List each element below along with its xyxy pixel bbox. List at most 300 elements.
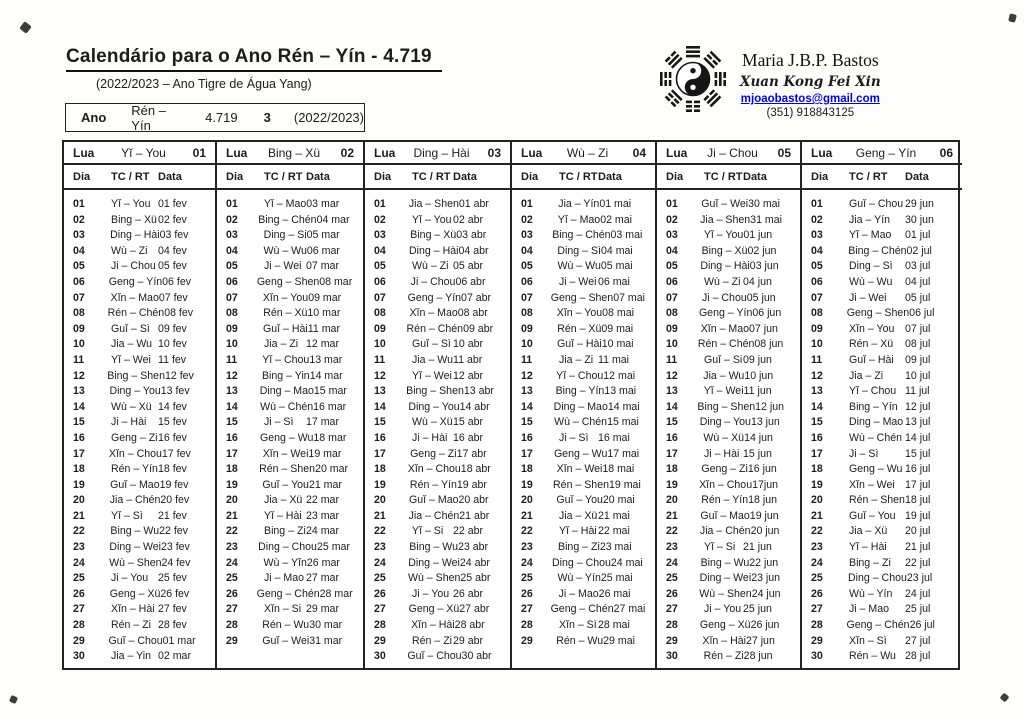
cell-data: 18 fev: [158, 463, 187, 476]
cell-tcrt: Bing – Chén: [258, 213, 317, 226]
table-row: [657, 431, 800, 447]
cell-tcrt: Rén – Wu: [556, 634, 604, 647]
table-row: [217, 353, 363, 369]
cell-data: 12 fev: [164, 369, 194, 382]
cell-data: 07 jun: [749, 322, 778, 335]
table-row: [657, 478, 800, 494]
cell-dia: 21: [666, 509, 678, 522]
table-row: [802, 556, 962, 572]
cell-tcrt: Guĭ – Si: [704, 353, 743, 366]
cell-tcrt: Ding – Si: [263, 229, 307, 242]
cell-dia: 20: [73, 494, 85, 507]
cell-tcrt: Ji – Chou: [410, 275, 456, 288]
table-row: [365, 524, 510, 540]
cell-data: 10 fev: [158, 338, 187, 351]
cell-dia: 17: [73, 447, 85, 460]
cell-tcrt: Guĭ – You: [262, 478, 309, 491]
cell-dia: 26: [374, 587, 386, 600]
cell-dia: 08: [666, 307, 678, 320]
scan-artifact: [9, 695, 18, 704]
cell-dia: 06: [666, 275, 678, 288]
cell-dia: 25: [811, 572, 823, 585]
cell-dia: 14: [226, 400, 238, 413]
table-row: [802, 322, 962, 338]
cell-dia: 14: [811, 400, 823, 413]
column-headers: [657, 165, 800, 190]
cell-dia: 14: [374, 400, 386, 413]
cell-tcrt: Xĭn – Wei: [262, 447, 309, 460]
cell-data: 25 jun: [743, 603, 772, 616]
cell-dia: 16: [73, 431, 85, 444]
table-row: [64, 244, 215, 260]
cell-data: 05 jul: [905, 291, 931, 304]
lua-table-02: [217, 142, 365, 668]
contact-phone: (351) 918843125: [766, 107, 855, 119]
table-row: [217, 431, 363, 447]
table-row: [217, 540, 363, 556]
cell-tcrt: Guĭ – Mao: [700, 509, 750, 522]
table-row: [512, 384, 655, 400]
cell-dia: 17: [226, 447, 238, 460]
cell-dia: 05: [811, 260, 823, 273]
table-row: [512, 244, 655, 260]
cell-dia: 18: [811, 463, 823, 476]
cell-dia: 13: [374, 385, 386, 398]
cell-data: 09 abr: [463, 322, 494, 335]
cell-tcrt: Yĭ – Chou: [556, 369, 604, 382]
cell-tcrt: Xĭn – Chou: [108, 447, 162, 460]
table-row: [657, 353, 800, 369]
cell-data: 08 jun: [754, 338, 784, 351]
cell-dia: 23: [226, 541, 238, 554]
cell-dia: 11: [73, 353, 85, 366]
cell-data: 17 fev: [161, 447, 191, 460]
cell-dia: 28: [73, 619, 85, 632]
cell-dia: 04: [73, 244, 85, 257]
table-row: [64, 493, 215, 509]
table-row: [365, 384, 510, 400]
cell-tcrt: Geng – Wu: [260, 431, 314, 444]
col-header-tcrt: TC / RT: [849, 170, 888, 183]
cell-tcrt: Yĭ – Chou: [849, 385, 897, 398]
cell-dia: 24: [374, 556, 386, 569]
cell-data: 13 mar: [309, 353, 343, 366]
cell-tcrt: Ding – Chou: [258, 541, 317, 554]
cell-data: 11 jul: [905, 385, 930, 398]
cell-data: 24 jun: [751, 587, 781, 600]
table-row: [217, 587, 363, 603]
page-title: Calendário para o Ano Rén – Yín - 4.719: [66, 46, 442, 72]
column-headers: [512, 165, 655, 190]
cell-tcrt: Bing – Yin: [261, 369, 310, 382]
cell-data: 07 mai: [613, 291, 645, 304]
table-row: [365, 306, 510, 322]
cell-dia: 05: [374, 260, 386, 273]
lua-month-name: Ding – Hài: [413, 145, 470, 160]
cell-dia: 08: [374, 307, 386, 320]
table-row: [64, 228, 215, 244]
table-row: [365, 602, 510, 618]
cell-dia: 08: [521, 307, 533, 320]
contact-name: Maria J.B.P. Bastos: [742, 50, 879, 70]
cell-tcrt: Geng – Chén: [256, 587, 320, 600]
table-row: [802, 649, 962, 665]
cell-data: 02 abr: [453, 213, 484, 226]
cell-data: 04 abr: [458, 244, 489, 257]
cell-dia: 26: [811, 587, 823, 600]
cell-dia: 16: [521, 431, 533, 444]
cell-tcrt: Wù – Xü: [111, 400, 152, 413]
cell-data: 03 jul: [905, 260, 931, 273]
cell-dia: 04: [374, 244, 386, 257]
table-row: [657, 337, 800, 353]
cell-tcrt: Geng – Shen: [846, 307, 910, 320]
cell-data: 19 fev: [159, 478, 189, 491]
col-header-dia: Dia: [374, 170, 392, 183]
table-row: [802, 259, 962, 275]
lua-table-header: [365, 142, 510, 165]
col-header-tcrt: TC / RT: [111, 170, 150, 183]
cell-tcrt: Xĭn – Chou: [699, 478, 753, 491]
cell-tcrt: Ding – Wei: [699, 572, 752, 585]
cell-data: 19 jul: [905, 509, 931, 522]
cell-data: 25 mar: [316, 541, 350, 554]
cell-tcrt: Rén – Chén: [107, 307, 165, 320]
table-row: [802, 353, 962, 369]
cell-data: 22 jun: [749, 556, 779, 569]
table-row: [802, 478, 962, 494]
table-row: [64, 447, 215, 463]
page-subtitle: (2022/2023 – Ano Tigre de Água Yang): [96, 77, 312, 91]
table-row: [217, 369, 363, 385]
cell-dia: 24: [521, 556, 533, 569]
cell-tcrt: Ji – Chou: [701, 291, 747, 304]
cell-tcrt: Yĭ – Si: [704, 541, 736, 554]
cell-dia: 29: [521, 634, 533, 647]
cell-dia: 23: [666, 541, 678, 554]
table-row: [802, 415, 962, 431]
cell-dia: 02: [811, 213, 823, 226]
cell-tcrt: Jia – Yín: [558, 198, 600, 210]
cell-dia: 12: [374, 369, 386, 382]
cell-dia: 18: [73, 463, 85, 476]
cell-tcrt: Ding – Sì: [557, 244, 601, 257]
table-row: [365, 415, 510, 431]
lua-month-name: Ji – Chou: [707, 145, 758, 160]
cell-dia: 24: [73, 556, 85, 569]
cell-tcrt: Ji – You: [704, 603, 742, 616]
cell-dia: 19: [666, 478, 678, 491]
cell-data: 15 jul: [905, 447, 931, 460]
cell-dia: 21: [226, 509, 238, 522]
cell-tcrt: Xĭn – You: [556, 307, 603, 320]
cell-data: 12 mai: [603, 369, 636, 382]
cell-tcrt: Rén – Zi: [111, 619, 152, 632]
table-row: [64, 353, 215, 369]
cell-data: 28 jul: [905, 650, 931, 663]
cell-tcrt: Ding – Hài: [409, 244, 459, 257]
table-rows: [802, 190, 962, 668]
table-row: [657, 493, 800, 509]
col-header-dia: Dia: [811, 170, 829, 183]
cell-tcrt: Ji – Wei: [264, 260, 302, 273]
cell-dia: 02: [226, 213, 238, 226]
cell-tcrt: Geng – Wu: [553, 447, 608, 460]
table-row: [64, 571, 215, 587]
table-row: [365, 337, 510, 353]
cell-tcrt: Xĭn – Sì: [849, 634, 887, 647]
lua-table-header: [802, 142, 962, 165]
cell-tcrt: Wù – Wu: [263, 244, 307, 257]
cell-tcrt: Geng – Xü: [699, 619, 751, 632]
cell-dia: 17: [811, 447, 823, 460]
cell-dia: 16: [811, 431, 823, 444]
table-row: [217, 306, 363, 322]
cell-data: 08 mai: [602, 307, 634, 320]
table-row: [512, 197, 655, 213]
cell-tcrt: Ji – Hài: [704, 447, 740, 460]
cell-data: 16 fev: [158, 431, 187, 444]
table-row: [365, 291, 510, 307]
cell-tcrt: Geng – Shen: [550, 291, 614, 304]
cell-data: 15 abr: [453, 416, 484, 429]
table-row: [217, 618, 363, 634]
cell-dia: 07: [666, 291, 678, 304]
cell-data: 22 jul: [905, 556, 931, 569]
cell-data: 27 jun: [745, 634, 775, 647]
cell-data: 08 abr: [457, 307, 488, 320]
cell-data: 17jun: [752, 478, 779, 491]
cell-dia: 30: [374, 650, 386, 663]
table-row: [217, 213, 363, 229]
cell-data: 06 jul: [909, 307, 935, 320]
cell-data: 26 jul: [909, 619, 935, 632]
table-row: [512, 556, 655, 572]
cell-tcrt: Wù – Chén: [554, 416, 608, 429]
cell-tcrt: Ding – Mao: [849, 416, 904, 429]
cell-data: 02 mai: [600, 213, 632, 226]
cell-tcrt: Ji – Hài: [111, 416, 147, 429]
cell-tcrt: Ji – Hài: [412, 431, 448, 444]
cell-data: 18 abr: [460, 463, 491, 476]
cell-data: 25 mai: [600, 572, 633, 585]
header: [66, 46, 442, 91]
cell-tcrt: Ding – Wei: [408, 556, 460, 569]
cell-dia: 12: [521, 369, 533, 382]
cell-data: 23 jun: [751, 572, 781, 585]
email-link[interactable]: mjoaobastos@gmail.com: [740, 93, 880, 105]
cell-tcrt: Ji – Sì: [849, 447, 879, 460]
cell-dia: 02: [666, 213, 678, 226]
cell-data: 14 jun: [744, 431, 773, 444]
cell-data: 25 jul: [905, 603, 931, 616]
cell-dia: 22: [73, 525, 85, 538]
cell-dia: 21: [374, 509, 386, 522]
cell-dia: 11: [374, 353, 386, 366]
table-row: [512, 415, 655, 431]
cell-data: 26 fev: [160, 587, 190, 600]
cell-tcrt: Wù – Zi: [412, 260, 449, 273]
cell-dia: 12: [73, 369, 85, 382]
table-row: [365, 259, 510, 275]
cell-dia: 22: [521, 525, 533, 538]
table-row: [64, 618, 215, 634]
cell-dia: 08: [73, 307, 85, 320]
table-row: [802, 618, 962, 634]
cell-data: 18 mar: [313, 431, 347, 444]
cell-dia: 20: [521, 494, 533, 507]
cell-data: 01 abr: [458, 198, 489, 210]
table-row: [512, 447, 655, 463]
cell-tcrt: Geng – Zi: [701, 463, 748, 476]
cell-tcrt: Geng – Wu: [849, 463, 903, 476]
cell-tcrt: Jia – Shen: [408, 198, 459, 210]
cell-dia: 06: [73, 275, 85, 288]
table-row: [365, 447, 510, 463]
table-row: [657, 400, 800, 416]
cell-data: 03 jun: [749, 260, 779, 273]
cell-dia: 03: [73, 229, 85, 242]
table-row: [802, 587, 962, 603]
lua-table-01: [64, 142, 217, 668]
table-row: [217, 197, 363, 213]
table-row: [64, 197, 215, 213]
cell-data: 20 mai: [602, 494, 635, 507]
cell-dia: 25: [73, 572, 85, 585]
cell-dia: 01: [811, 198, 823, 210]
lua-label: Lua: [73, 145, 95, 160]
cell-dia: 22: [811, 525, 823, 538]
table-row: [512, 400, 655, 416]
cell-dia: 23: [73, 541, 85, 554]
table-row: [365, 275, 510, 291]
cell-data: 09 mai: [601, 322, 634, 335]
cell-data: 06 mai: [598, 275, 630, 288]
cell-dia: 20: [226, 494, 238, 507]
cell-dia: 13: [226, 385, 238, 398]
cell-tcrt: Bing – Yín: [849, 400, 898, 413]
cell-data: 24 jul: [905, 587, 931, 600]
table-row: [657, 524, 800, 540]
cell-tcrt: Yĭ – You: [412, 213, 452, 226]
cell-tcrt: Bing – Shen: [107, 369, 165, 382]
cell-data: 05 fev: [158, 260, 187, 273]
cell-tcrt: Yĭ – Chou: [262, 353, 310, 366]
cell-data: 19 mar: [308, 447, 342, 460]
lua-month-number: 01: [192, 145, 206, 160]
cell-dia: 28: [811, 619, 823, 632]
cell-data: 29 abr: [453, 634, 484, 647]
cell-data: 01 jun: [743, 229, 773, 242]
cell-tcrt: Yĭ – Mao: [849, 229, 892, 242]
cell-dia: 02: [374, 213, 386, 226]
cell-data: 08 jul: [905, 338, 931, 351]
cell-tcrt: Rén – Chén: [697, 338, 755, 351]
cell-data: 30 mar: [309, 619, 343, 632]
table-row: [657, 259, 800, 275]
cell-dia: 24: [811, 556, 823, 569]
cell-data: 03 fev: [159, 229, 189, 242]
cell-data: 29 jun: [905, 198, 934, 210]
cell-data: 15 jun: [743, 447, 772, 460]
cell-tcrt: Jia – Wu: [411, 353, 454, 366]
cell-tcrt: Yĭ – Hài: [264, 509, 302, 522]
cell-dia: 26: [666, 587, 678, 600]
cell-tcrt: Ding – You: [699, 416, 751, 429]
contact-school: Xuan Kong Fei Xin: [740, 74, 881, 90]
cell-tcrt: Guĭ – Sì: [412, 338, 451, 351]
col-header-data: Data: [453, 170, 477, 183]
cell-dia: 09: [374, 322, 386, 335]
cell-data: 20 jun: [750, 525, 780, 538]
cell-tcrt: Bing – Zi: [264, 525, 306, 538]
lua-month-name: Bing – Xü: [267, 145, 321, 160]
cell-data: 05 abr: [453, 260, 484, 273]
cell-data: 04 mar: [316, 213, 350, 226]
cell-data: 26 jun: [750, 619, 780, 632]
cell-data: 12 abr: [453, 369, 484, 382]
cell-dia: 13: [521, 385, 533, 398]
cell-dia: 07: [521, 291, 533, 304]
cell-dia: 08: [811, 307, 823, 320]
table-row: [217, 384, 363, 400]
table-row: [512, 337, 655, 353]
cell-dia: 24: [666, 556, 678, 569]
table-row: [802, 369, 962, 385]
cell-data: 05 mai: [600, 260, 633, 273]
table-row: [64, 634, 215, 650]
cell-data: 07 abr: [461, 291, 492, 304]
cell-data: 23 jul: [906, 572, 933, 585]
cell-data: 29 mar: [306, 603, 339, 616]
cell-data: 16 mar: [313, 400, 347, 413]
table-row: [512, 306, 655, 322]
cell-tcrt: Jia – Yín: [849, 213, 891, 226]
table-row: [365, 634, 510, 650]
cell-tcrt: Ding – Mao: [553, 400, 608, 413]
scan-artifact: [1000, 693, 1010, 703]
ano-year-number: 4.719: [205, 110, 238, 125]
cell-data: 12 mar: [306, 338, 339, 351]
cell-data: 14 jul: [905, 431, 931, 444]
table-row: [657, 649, 800, 665]
cell-dia: 10: [811, 338, 823, 351]
cell-tcrt: Rén – Wu: [849, 650, 896, 663]
cell-dia: 09: [521, 322, 533, 335]
cell-dia: 27: [374, 603, 386, 616]
cell-tcrt: Geng – Zi: [410, 447, 457, 460]
table-row: [657, 244, 800, 260]
cell-data: 30 jun: [905, 213, 934, 226]
table-row: [365, 556, 510, 572]
table-row: [802, 275, 962, 291]
cell-dia: 06: [374, 275, 386, 288]
cell-tcrt: Guĭ – Mao: [409, 494, 459, 507]
table-row: [802, 400, 962, 416]
cell-dia: 10: [666, 338, 678, 351]
cell-dia: 25: [374, 572, 386, 585]
cell-tcrt: Geng – Yín: [698, 307, 753, 320]
cell-tcrt: Rén – Zi: [412, 634, 453, 647]
cell-data: 20 jul: [905, 525, 931, 538]
cell-tcrt: Yĭ – Si: [412, 525, 444, 538]
cell-dia: 27: [521, 603, 533, 616]
table-row: [64, 415, 215, 431]
contact-block: [658, 44, 881, 119]
cell-dia: 18: [521, 463, 533, 476]
cell-dia: 03: [521, 229, 533, 242]
cell-dia: 19: [226, 478, 238, 491]
